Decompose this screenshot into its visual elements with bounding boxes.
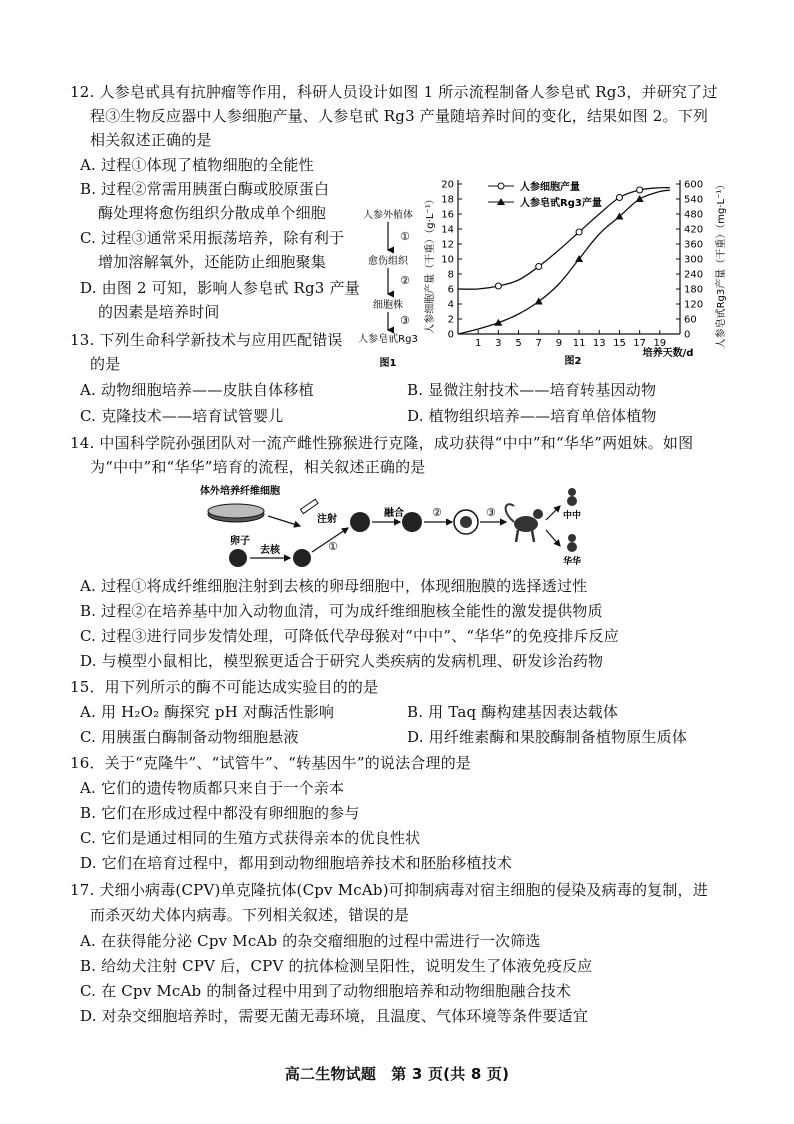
q17-option-c: C. 在 Cpv McAb 的制备过程中用到了动物细胞培养和动物细胞融合技术 [80, 982, 572, 1000]
chart-y-left-tick-label: 10 [441, 254, 454, 266]
chart-y-right-tick-label: 60 [684, 314, 697, 326]
q12-option-c-line2: 增加溶解氧外，还能防止细胞聚集 [98, 253, 327, 271]
fig1-node-rg3: 人参皂甙Rg3 [358, 334, 418, 345]
chart-x-tick-label: 13 [592, 338, 606, 349]
chart-point-rg3-yield [535, 298, 543, 305]
chart-y-left-tick-label: 18 [441, 194, 454, 206]
chart-x-tick-label: 5 [515, 338, 522, 349]
chart-y-left-label: 人参细胞产量（干重）（g·L⁻¹） [425, 194, 436, 334]
chart-y-right-label: 人参皂甙Rg3产量（干重）（mg·L⁻¹） [716, 179, 727, 349]
q17-option-b: B. 给幼犬注射 CPV 后，CPV 的抗体检测呈阳性，说明发生了体液免疫反应 [80, 957, 593, 975]
q12-option-d-line2: 的因素是培养时间 [98, 303, 220, 321]
syringe-icon [300, 499, 318, 513]
q17-option-a: A. 在获得能分泌 Cpv McAb 的杂交瘤细胞的过程中需进行一次筛选 [80, 932, 541, 950]
q13-option-a: A. 动物细胞培养——皮肤自体移植 [80, 381, 314, 399]
chart-y-left-tick-label: 12 [441, 239, 454, 251]
q14-stem-line2: 为“中中”和“华华”培育的流程，相关叙述正确的是 [90, 458, 426, 476]
chart-y-left-tick-label: 8 [447, 269, 454, 281]
q17-stem-line1: 17. 犬细小病毒(CPV)单克隆抗体(Cpv McAb)可抑制病毒对宿主细胞的侵染及病毒的复制，进 [70, 881, 708, 899]
q16-option-a: A. 它们的遗传物质都只来自于一个亲本 [80, 779, 345, 797]
chart-point-cell-yield [637, 187, 643, 193]
injected-egg-icon [350, 512, 370, 532]
q13-stem-line2: 的是 [90, 355, 121, 373]
chart-point-cell-yield [576, 229, 582, 235]
chart-y-right-tick-label: 240 [684, 269, 704, 281]
q14-option-a: A. 过程①将成纤维细胞注射到去核的卵母细胞中，体现细胞膜的选择透过性 [80, 577, 588, 595]
chart-y-right-tick-label: 480 [684, 209, 704, 221]
q16-option-d: D. 它们在培育过程中，都用到动物细胞培养技术和胚胎移植技术 [80, 854, 513, 872]
chart-legend-marker-1 [498, 183, 504, 189]
fig1-step-2: ② [400, 274, 410, 287]
fig1-step-1: ① [400, 230, 410, 243]
q17-option-d: D. 对杂交细胞培养时，需要无菌无毒环境，且温度、气体环境等条件要适宜 [80, 1007, 589, 1025]
chart-y-right-tick-label: 360 [684, 239, 704, 251]
figure-2-chart [418, 172, 740, 372]
q12-option-b-line2: 酶处理将愈伤组织分散成单个细胞 [98, 204, 327, 222]
q15-stem: 15．用下列所示的酶不可能达成实验目的的是 [70, 678, 379, 696]
page-footer: 高二生物试题 第 3 页(共 8 页) [284, 1065, 510, 1083]
q12-stem-line2: 程③生物反应器中人参细胞产量、人参皂甙 Rg3 产量随培养时间的变化，结果如图 2。下列 [90, 107, 709, 125]
fig1-node-explant: 人参外植体 [363, 210, 413, 221]
chart-y-right-tick-label: 420 [684, 224, 704, 236]
q12-stem-line3: 相关叙述正确的是 [90, 131, 212, 149]
chart-x-tick-label: 7 [535, 338, 542, 349]
q15-option-c: C. 用胰蛋白酶制备动物细胞悬液 [80, 728, 299, 746]
chart-y-left-tick-label: 4 [447, 299, 454, 311]
q17-stem-line2: 而杀灭幼犬体内病毒。下列相关叙述，错误的是 [90, 906, 410, 924]
chart-x-label: 培养天数/d [642, 348, 694, 359]
chart-y-right-tick-label: 600 [684, 179, 704, 191]
chart-x-tick-label: 9 [555, 338, 563, 349]
figure-cloning-flow [200, 480, 600, 572]
fig3-fuse-label: 融合 [384, 508, 404, 519]
q13-option-c: C. 克隆技术——培育试管婴儿 [80, 407, 284, 425]
chart-caption: 图2 [564, 356, 582, 367]
chart-y-left-tick-label: 0 [447, 329, 454, 341]
q12-option-a: A. 过程①体现了植物细胞的全能性 [80, 156, 314, 174]
chart-y-right-tick-label: 120 [684, 299, 704, 311]
chart-y-right-tick-label: 300 [684, 254, 704, 266]
enucleated-egg-icon [293, 549, 311, 567]
q12-option-c-line1: C. 过程③通常采用振荡培养，除有利于 [80, 229, 345, 247]
q16-stem: 16．关于“克隆牛”、“试管牛”、“转基因牛”的说法合理的是 [70, 754, 472, 772]
fig3-inject-label: 注射 [317, 514, 337, 525]
fig3-step-2: ② [432, 506, 442, 519]
q15-option-a: A. 用 H₂O₂ 酶探究 pH 对酶活性影响 [80, 703, 335, 721]
baby-monkey-1-icon [567, 488, 577, 506]
q14-option-b: B. 过程②在培养基中加入动物血清，可为成纤维细胞核全能性的激发提供物质 [80, 602, 603, 620]
q16-option-b: B. 它们在形成过程中都没有卵细胞的参与 [80, 804, 360, 822]
egg-cell-icon [229, 549, 247, 567]
chart-legend-label-1: 人参细胞产量 [520, 182, 580, 193]
q13-option-b: B. 显微注射技术——培育转基因动物 [407, 381, 657, 399]
fig1-node-callus: 愈伤组织 [368, 256, 408, 267]
q12-option-b-line1: B. 过程②常需用胰蛋白酶或胶原蛋白 [80, 180, 330, 198]
chart-y-left-tick-label: 14 [441, 224, 454, 236]
chart-point-cell-yield [616, 195, 622, 201]
fig3-egg-label: 卵子 [230, 536, 250, 547]
chart-y-left-tick-label: 16 [441, 209, 454, 221]
fused-cell-icon [402, 512, 422, 532]
chart-x-tick-label: 11 [572, 338, 586, 349]
q13-option-d: D. 植物组织培养——培育单倍体植物 [407, 407, 657, 425]
fig3-step-1: ① [328, 540, 338, 553]
chart-y-left-tick-label: 2 [447, 314, 454, 326]
chart-y-right-tick-label: 180 [684, 284, 704, 296]
q15-option-b: B. 用 Taq 酶构建基因表达载体 [407, 703, 619, 721]
fig3-enucleate-label: 去核 [260, 545, 280, 556]
q14-option-c: C. 过程③进行同步发情处理，可降低代孕母猴对“中中”、“华华”的免疫排斥反应 [80, 627, 619, 645]
fig3-step-3: ③ [486, 506, 496, 519]
chart-x-tick-label: 1 [474, 338, 482, 349]
chart-x-tick-label: 17 [633, 338, 647, 349]
chart-point-rg3-yield [636, 195, 644, 202]
baby-monkey-2-icon [567, 534, 577, 552]
fig1-step-3: ③ [400, 314, 410, 327]
chart-legend-label-2: 人参皂甙Rg3产量 [520, 198, 602, 209]
chart-x-tick-label: 3 [495, 338, 502, 349]
fig1-node-cellline: 细胞株 [373, 300, 403, 311]
chart-point-cell-yield [495, 283, 501, 289]
chart-series-line-2 [458, 190, 670, 334]
chart-point-cell-yield [536, 264, 542, 270]
q12-option-d-line1: D. 由图 2 可知，影响人参皂甙 Rg3 产量 [80, 279, 360, 297]
surrogate-monkey-icon [506, 504, 543, 542]
q14-stem-line1: 14. 中国科学院孙强团队对一流产雌性猕猴进行克隆，成功获得“中中”和“华华”两姐妹。如图 [70, 434, 694, 452]
fig3-culture-label: 体外培养纤维细胞 [200, 486, 280, 497]
q15-option-d: D. 用纤维素酶和果胶酶制备植物原生质体 [407, 728, 688, 746]
chart-y-right-tick-label: 540 [684, 194, 704, 206]
chart-y-left-tick-label: 6 [447, 284, 454, 296]
q12-stem-line1: 12. 人参皂甙具有抗肿瘤等作用，科研人员设计如图 1 所示流程制备人参皂甙 Rg3，并研究了过 [70, 83, 718, 101]
q13-stem-line1: 13. 下列生命科学新技术与应用匹配错误 [70, 331, 343, 349]
chart-y-right-tick-label: 0 [684, 329, 691, 341]
q16-option-c: C. 它们是通过相同的生殖方式获得亲本的优良性状 [80, 829, 421, 847]
q14-option-d: D. 与模型小鼠相比，模型猴更适合于研究人类疾病的发病机理、研发诊治药物 [80, 652, 604, 670]
fig1-caption: 图1 [379, 358, 397, 369]
chart-x-tick-label: 19 [653, 338, 667, 349]
chart-y-left-tick-label: 20 [441, 179, 454, 191]
fig3-monkey2-label: 华华 [562, 557, 582, 567]
fig3-monkey1-label: 中中 [562, 511, 582, 521]
chart-x-tick-label: 15 [613, 338, 626, 349]
